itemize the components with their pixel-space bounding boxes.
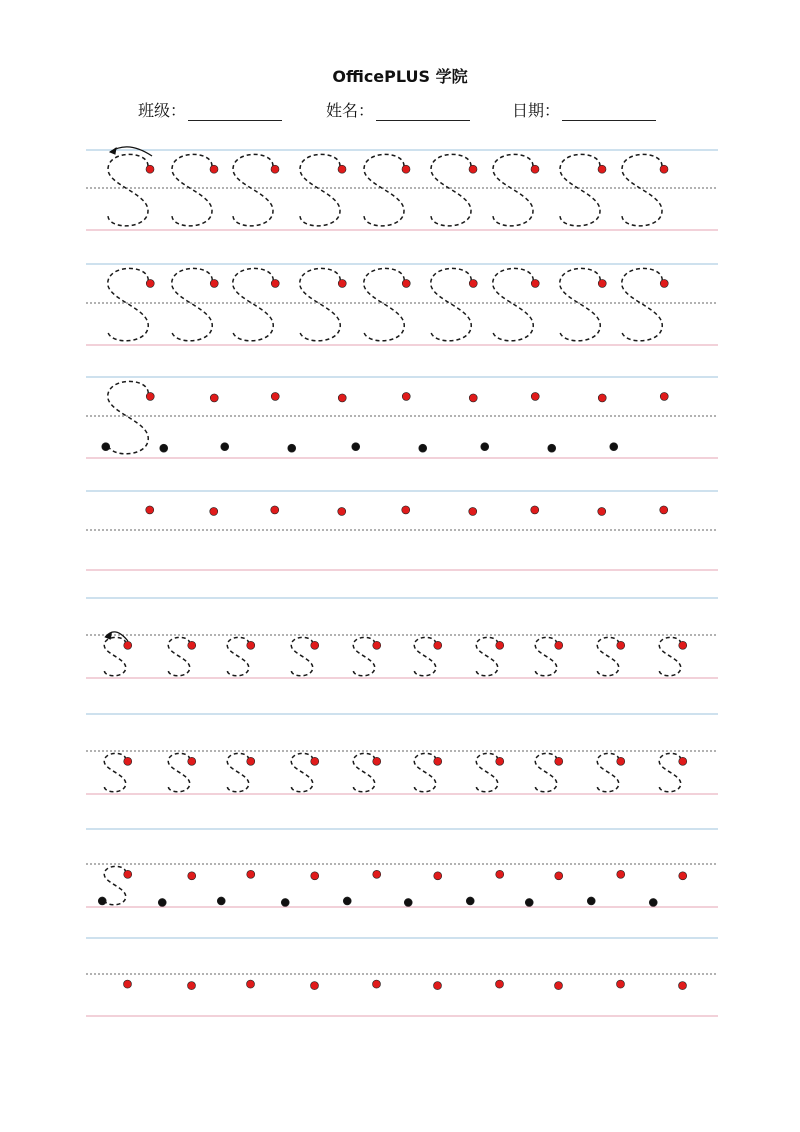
uppercase-S-row3-start-dot-4 (402, 506, 410, 514)
lowercase-s-row1-trace-glyph-8 (597, 753, 619, 791)
lowercase-s-row2-start-dot-6 (496, 870, 504, 878)
uppercase-S-row3-start-dot-3 (338, 507, 346, 515)
lowercase-s-row2-end-dot-2 (217, 897, 225, 905)
uppercase-S-row1-start-dot-3 (338, 279, 346, 287)
uppercase-S-row2-end-dot-6 (481, 443, 489, 451)
lowercase-s-row1-trace-glyph-0 (104, 753, 126, 791)
uppercase-S-row0-trace-glyph-7 (560, 154, 600, 225)
lowercase-s-row1-trace-glyph-1 (168, 753, 190, 791)
page-title: OfficePLUS 学院 (332, 67, 468, 86)
lowercase-s-row0-start-dot-7 (555, 641, 563, 649)
lowercase-s-row1-start-dot-2 (247, 757, 255, 765)
uppercase-S-row3-start-dot-2 (271, 506, 279, 514)
uppercase-S-row1-start-dot-6 (531, 279, 539, 287)
uppercase-S-row1-start-dot-4 (402, 279, 410, 287)
uppercase-S-row0-trace-glyph-8 (622, 154, 662, 225)
lowercase-s-row2-end-dot-8 (587, 897, 595, 905)
lowercase-s-row1-trace-glyph-4 (353, 753, 375, 791)
lowercase-s-row0-start-dot-4 (373, 641, 381, 649)
uppercase-S-row2-start-dot-7 (598, 394, 606, 402)
lowercase-s-row2-start-dot-1 (188, 872, 196, 880)
lowercase-s-row1-start-dot-7 (555, 757, 563, 765)
lowercase-s-row1-start-dot-8 (617, 757, 625, 765)
lowercase-s-row1-start-dot-6 (496, 757, 504, 765)
lowercase-s-row0-trace-glyph-9 (659, 637, 681, 675)
uppercase-S-row1-trace-glyph-3 (300, 268, 341, 340)
lowercase-s-row0-trace-glyph-4 (353, 637, 375, 675)
lowercase-s-row1-trace-glyph-7 (535, 753, 557, 791)
lowercase-s-row0-trace-glyph-8 (597, 637, 619, 675)
uppercase-S-row3-start-dot-8 (660, 506, 668, 514)
lowercase-s-row0-start-dot-5 (434, 641, 442, 649)
lowercase-s-row2-end-dot-7 (525, 898, 533, 906)
lowercase-s-row0-trace-glyph-3 (291, 637, 313, 675)
uppercase-S-row2-end-dot-5 (419, 444, 427, 452)
class-label: 班级： (138, 101, 187, 120)
uppercase-S-row1-trace-glyph-0 (108, 268, 149, 340)
lowercase-s-row0-start-dot-8 (617, 641, 625, 649)
uppercase-S-row1-start-dot-8 (660, 279, 668, 287)
uppercase-S-row1-trace-glyph-4 (364, 268, 405, 340)
lowercase-s-row1-trace-glyph-6 (476, 753, 498, 791)
uppercase-S-row0-start-dot-1 (210, 165, 218, 173)
uppercase-S-row0-start-dot-4 (402, 165, 410, 173)
lowercase-s-row0-start-dot-0 (124, 641, 132, 649)
lowercase-s-row3-start-dot-4 (373, 980, 381, 988)
lowercase-s-row2-start-dot-2 (247, 870, 255, 878)
uppercase-S-row0-trace-glyph-6 (493, 154, 533, 225)
uppercase-S-row2-start-dot-5 (469, 394, 477, 402)
uppercase-S-row0-start-dot-0 (146, 165, 154, 173)
uppercase-S-row1-trace-glyph-6 (493, 268, 534, 340)
lowercase-s-row2-start-dot-5 (434, 872, 442, 880)
lowercase-s-row0-start-dot-9 (679, 641, 687, 649)
lowercase-s-row1-trace-glyph-2 (227, 753, 249, 791)
uppercase-S-row1-trace-glyph-7 (560, 268, 601, 340)
uppercase-S-row0-start-dot-8 (660, 165, 668, 173)
lowercase-s-row2-start-dot-0 (124, 870, 132, 878)
uppercase-S-row3-start-dot-7 (598, 507, 606, 515)
lowercase-s-row1-start-dot-5 (434, 757, 442, 765)
uppercase-S-row0-trace-glyph-1 (172, 154, 212, 225)
uppercase-S-row1-start-dot-1 (210, 279, 218, 287)
uppercase-S-row2-end-dot-1 (160, 444, 168, 452)
lowercase-s-row2-end-dot-4 (343, 897, 351, 905)
lowercase-s-row2-start-dot-3 (311, 872, 319, 880)
uppercase-S-row2-end-dot-8 (610, 443, 618, 451)
uppercase-S-row1-trace-glyph-1 (172, 268, 213, 340)
uppercase-S-row2-start-dot-2 (271, 392, 279, 400)
lowercase-s-row3-start-dot-8 (617, 980, 625, 988)
lowercase-s-row0-trace-glyph-0 (104, 637, 126, 675)
uppercase-S-row2-end-dot-4 (352, 443, 360, 451)
uppercase-S-row2-start-dot-8 (660, 392, 668, 400)
uppercase-S-row2-start-dot-6 (531, 392, 539, 400)
lowercase-s-row2-start-dot-8 (617, 870, 625, 878)
lowercase-s-row2-end-dot-0 (98, 897, 106, 905)
lowercase-s-row0-start-dot-1 (188, 641, 196, 649)
name-label: 姓名： (326, 101, 375, 120)
lowercase-s-row1-trace-glyph-3 (291, 753, 313, 791)
lowercase-s-row1-trace-glyph-9 (659, 753, 681, 791)
uppercase-S-row2-start-dot-1 (210, 394, 218, 402)
lowercase-s-row2-end-dot-9 (649, 898, 657, 906)
lowercase-s-row2-start-dot-9 (679, 872, 687, 880)
uppercase-S-row2-start-dot-4 (402, 392, 410, 400)
lowercase-s-row3-start-dot-9 (679, 982, 687, 990)
lowercase-s-row3-start-dot-2 (247, 980, 255, 988)
lowercase-s-row0-trace-glyph-1 (168, 637, 190, 675)
lowercase-s-row0-start-dot-3 (311, 641, 319, 649)
lowercase-s-row0-start-dot-2 (247, 641, 255, 649)
uppercase-S-row3-start-dot-0 (146, 506, 154, 514)
lowercase-s-row1-start-dot-9 (679, 757, 687, 765)
lowercase-s-row0-trace-glyph-5 (414, 637, 436, 675)
lowercase-s-row2-end-dot-1 (158, 898, 166, 906)
uppercase-S-row0-start-dot-6 (531, 165, 539, 173)
lowercase-s-row1-start-dot-1 (188, 757, 196, 765)
uppercase-S-row1-start-dot-7 (598, 279, 606, 287)
lowercase-s-row3-start-dot-7 (555, 982, 563, 990)
lowercase-s-row1-start-dot-0 (124, 757, 132, 765)
uppercase-S-row2-end-dot-7 (548, 444, 556, 452)
uppercase-S-row0-trace-glyph-4 (364, 154, 404, 225)
lowercase-s-row2-end-dot-5 (404, 898, 412, 906)
uppercase-S-row2-end-dot-3 (288, 444, 296, 452)
uppercase-S-row0-arrow-head-icon (110, 148, 116, 154)
lowercase-s-row2-trace-glyph-0 (104, 866, 126, 904)
uppercase-S-row0-trace-glyph-5 (431, 154, 471, 225)
lowercase-s-row3-start-dot-6 (496, 980, 504, 988)
lowercase-s-row0-trace-glyph-2 (227, 637, 249, 675)
uppercase-S-row0-trace-glyph-0 (108, 154, 148, 225)
lowercase-s-row0-trace-glyph-6 (476, 637, 498, 675)
uppercase-S-row3-start-dot-1 (210, 507, 218, 515)
uppercase-S-row2-end-dot-0 (102, 443, 110, 451)
uppercase-S-row0-trace-glyph-3 (300, 154, 340, 225)
lowercase-s-row2-end-dot-6 (466, 897, 474, 905)
uppercase-S-row0-start-dot-2 (271, 165, 279, 173)
lowercase-s-row1-start-dot-4 (373, 757, 381, 765)
uppercase-S-row2-start-dot-0 (146, 392, 154, 400)
lowercase-s-row1-start-dot-3 (311, 757, 319, 765)
lowercase-s-row0-trace-glyph-7 (535, 637, 557, 675)
lowercase-s-row3-start-dot-0 (124, 980, 132, 988)
uppercase-S-row3-start-dot-6 (531, 506, 539, 514)
uppercase-S-row1-start-dot-5 (469, 279, 477, 287)
uppercase-S-row0-start-dot-3 (338, 165, 346, 173)
uppercase-S-row1-trace-glyph-5 (431, 268, 472, 340)
lowercase-s-row3-start-dot-3 (311, 982, 319, 990)
lowercase-s-row2-end-dot-3 (281, 898, 289, 906)
lowercase-s-row2-start-dot-7 (555, 872, 563, 880)
uppercase-S-row1-trace-glyph-2 (233, 268, 274, 340)
lowercase-s-row0-start-dot-6 (496, 641, 504, 649)
lowercase-s-row3-start-dot-5 (434, 982, 442, 990)
uppercase-S-row2-trace-glyph-0 (108, 381, 149, 453)
uppercase-S-row0-start-dot-5 (469, 165, 477, 173)
lowercase-s-row3-start-dot-1 (188, 982, 196, 990)
date-label: 日期： (512, 101, 561, 120)
uppercase-S-row0-trace-glyph-2 (233, 154, 273, 225)
uppercase-S-row2-end-dot-2 (221, 443, 229, 451)
uppercase-S-row3-start-dot-5 (469, 507, 477, 515)
uppercase-S-row1-start-dot-2 (271, 279, 279, 287)
lowercase-s-row1-trace-glyph-5 (414, 753, 436, 791)
uppercase-S-row1-trace-glyph-8 (622, 268, 663, 340)
uppercase-S-row2-start-dot-3 (338, 394, 346, 402)
uppercase-S-row0-start-dot-7 (598, 165, 606, 173)
uppercase-S-row1-start-dot-0 (146, 279, 154, 287)
lowercase-s-row2-start-dot-4 (373, 870, 381, 878)
